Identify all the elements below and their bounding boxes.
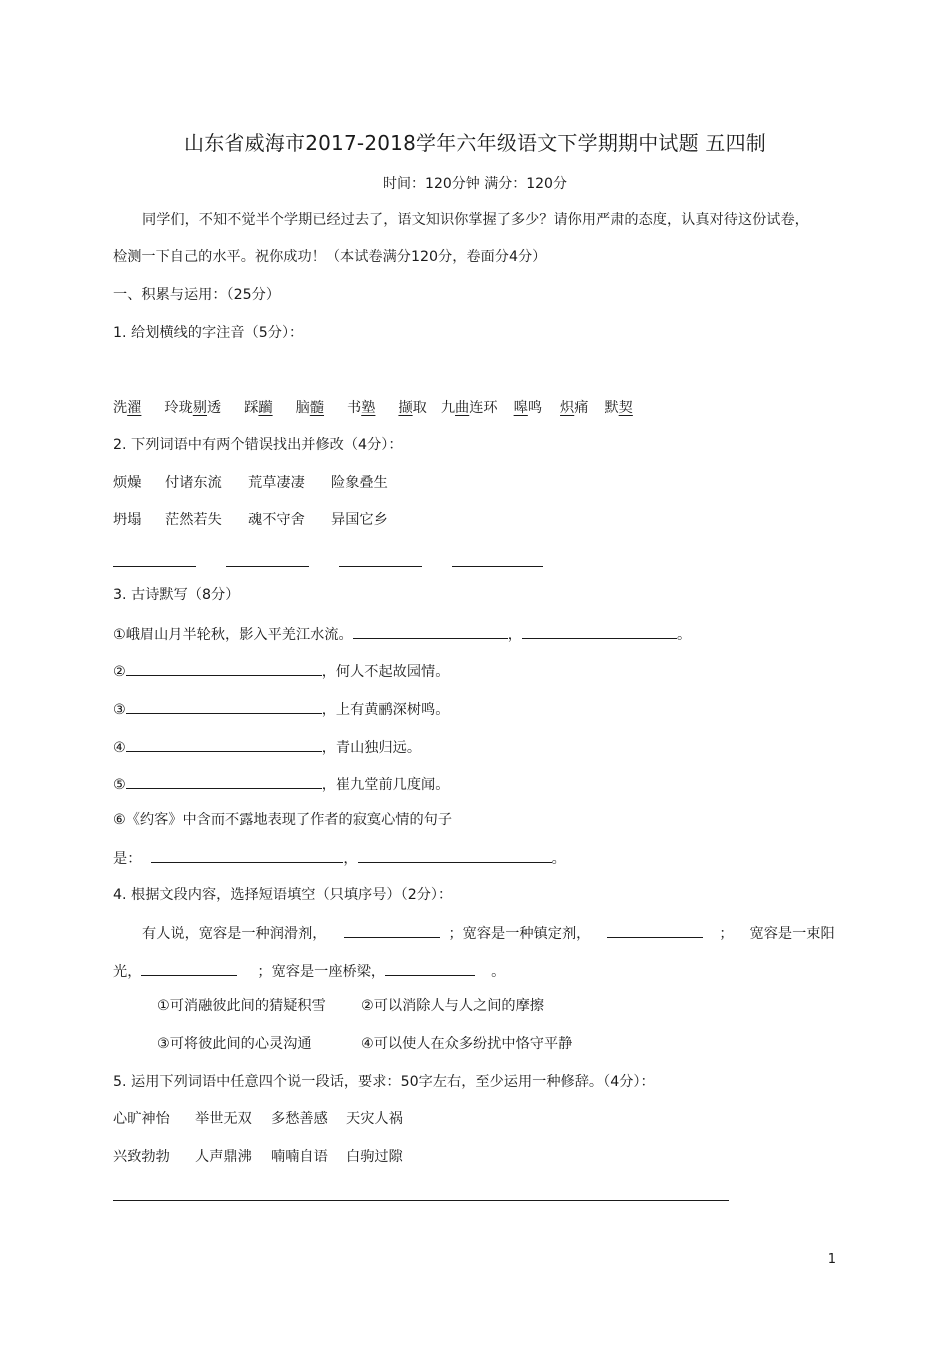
question-4-passage-line-1: 有人说，宽容是一种润滑剂， ；宽容是一种镇定剂， ； 宽容是一束阳	[142, 922, 835, 944]
question-1-prompt: 1. 给划横线的字注音（5分）：	[113, 325, 304, 341]
poem-line-2: ② ，何人不起故园情。	[113, 660, 449, 682]
option-4: ④可以使人在众多纷扰中恪守平静	[361, 1036, 573, 1052]
question-4-passage-line-2: 光， ；宽容是一座桥梁， 。	[113, 960, 505, 982]
answer-blank[interactable]	[607, 922, 703, 938]
answer-blank[interactable]	[126, 773, 322, 789]
answer-blank[interactable]	[344, 922, 440, 938]
word-item: 付诸东流	[165, 475, 222, 491]
word-item: 茫然若失	[165, 512, 222, 528]
answer-blank[interactable]	[141, 960, 237, 976]
exam-meta: 时间：120分钟 满分：120分	[383, 176, 567, 192]
question-3-prompt: 3. 古诗默写（8分）	[113, 587, 240, 603]
word-item: 白驹过隙	[346, 1149, 403, 1165]
word-item: 踩躏	[244, 400, 273, 416]
word-item: 异国它乡	[331, 512, 388, 528]
question-1-word-list	[113, 398, 633, 418]
answer-blank[interactable]	[353, 623, 508, 639]
word-item: 荒草凄凄	[248, 475, 305, 491]
question-2-prompt: 2. 下列词语中有两个错误找出并修改（4分）：	[113, 437, 403, 453]
word-item: 心旷神怡	[113, 1111, 170, 1127]
answer-blank[interactable]	[126, 660, 322, 676]
answer-blank[interactable]	[452, 566, 543, 567]
word-item: 举世无双	[195, 1111, 252, 1127]
poem-line-6: ⑥《约客》中含而不露地表现了作者的寂寞心情的句子	[113, 812, 453, 828]
answer-blank[interactable]	[358, 847, 552, 863]
option-3: ③可将彼此间的心灵沟通	[157, 1036, 312, 1052]
word-item: 险象叠生	[331, 475, 388, 491]
page-title: 山东省威海市2017-2018学年六年级语文下学期期中试题 五四制	[184, 131, 766, 155]
answer-blank[interactable]	[339, 566, 422, 567]
answer-blank[interactable]	[126, 698, 322, 714]
word-item: 魂不守舍	[248, 512, 305, 528]
page-number: 1	[827, 1252, 836, 1267]
poem-line-3: ③ ，上有黄鹂深树鸣。	[113, 698, 449, 720]
answer-blank[interactable]	[522, 623, 677, 639]
answer-blank[interactable]	[126, 736, 322, 752]
section-heading: 一、积累与运用：（25分）	[113, 287, 281, 303]
word-item: 默契	[604, 400, 633, 416]
option-2: ②可以消除人与人之间的摩擦	[361, 998, 544, 1014]
word-item: 嗥鸣	[513, 400, 543, 416]
word-item: 撷取	[398, 400, 427, 416]
answer-line[interactable]	[113, 1200, 729, 1201]
intro-line-1: 同学们，不知不觉半个学期已经过去了，语文知识你掌握了多少？请你用严肃的态度，认真对待这份试卷，	[142, 212, 809, 228]
poem-line-5: ⑤ ，崔九堂前几度闻。	[113, 773, 449, 795]
word-item: 兴致勃勃	[113, 1149, 170, 1165]
word-item: 炽痛	[560, 400, 589, 416]
question-4-prompt: 4. 根据文段内容，选择短语填空（只填序号）（2分）：	[113, 887, 453, 903]
answer-blank[interactable]	[226, 566, 309, 567]
poem-line-4: ④ ，青山独归远。	[113, 736, 421, 758]
word-item: 洗濯	[113, 400, 142, 416]
word-item: 脑髓	[295, 400, 325, 416]
question-5-prompt: 5. 运用下列词语中任意四个说一段话，要求：50字左右，至少运用一种修辞。（4分）：	[113, 1074, 655, 1090]
word-item: 坍塌	[113, 512, 142, 528]
word-item: 喃喃自语	[271, 1149, 328, 1165]
word-item: 书塾	[347, 400, 376, 416]
word-item: 天灾人祸	[346, 1111, 403, 1127]
answer-blank[interactable]	[385, 960, 475, 976]
answer-blank[interactable]	[113, 566, 196, 567]
word-item: 九曲连环	[440, 400, 498, 416]
option-1: ①可消融彼此间的猜疑积雪	[157, 998, 326, 1014]
poem-line-1: ①峨眉山月半轮秋，影入平羌江水流。 ， 。	[113, 623, 691, 645]
word-item: 人声鼎沸	[195, 1149, 252, 1165]
word-item: 多愁善感	[271, 1111, 328, 1127]
word-item: 烦燥	[113, 475, 142, 491]
word-item: 玲珑剔透	[164, 400, 222, 416]
poem-line-6-answer: 是： ， 。	[113, 847, 566, 869]
answer-blank[interactable]	[151, 847, 343, 863]
intro-line-2: 检测一下自己的水平。祝你成功！（本试卷满分120分，卷面分4分）	[113, 249, 547, 265]
